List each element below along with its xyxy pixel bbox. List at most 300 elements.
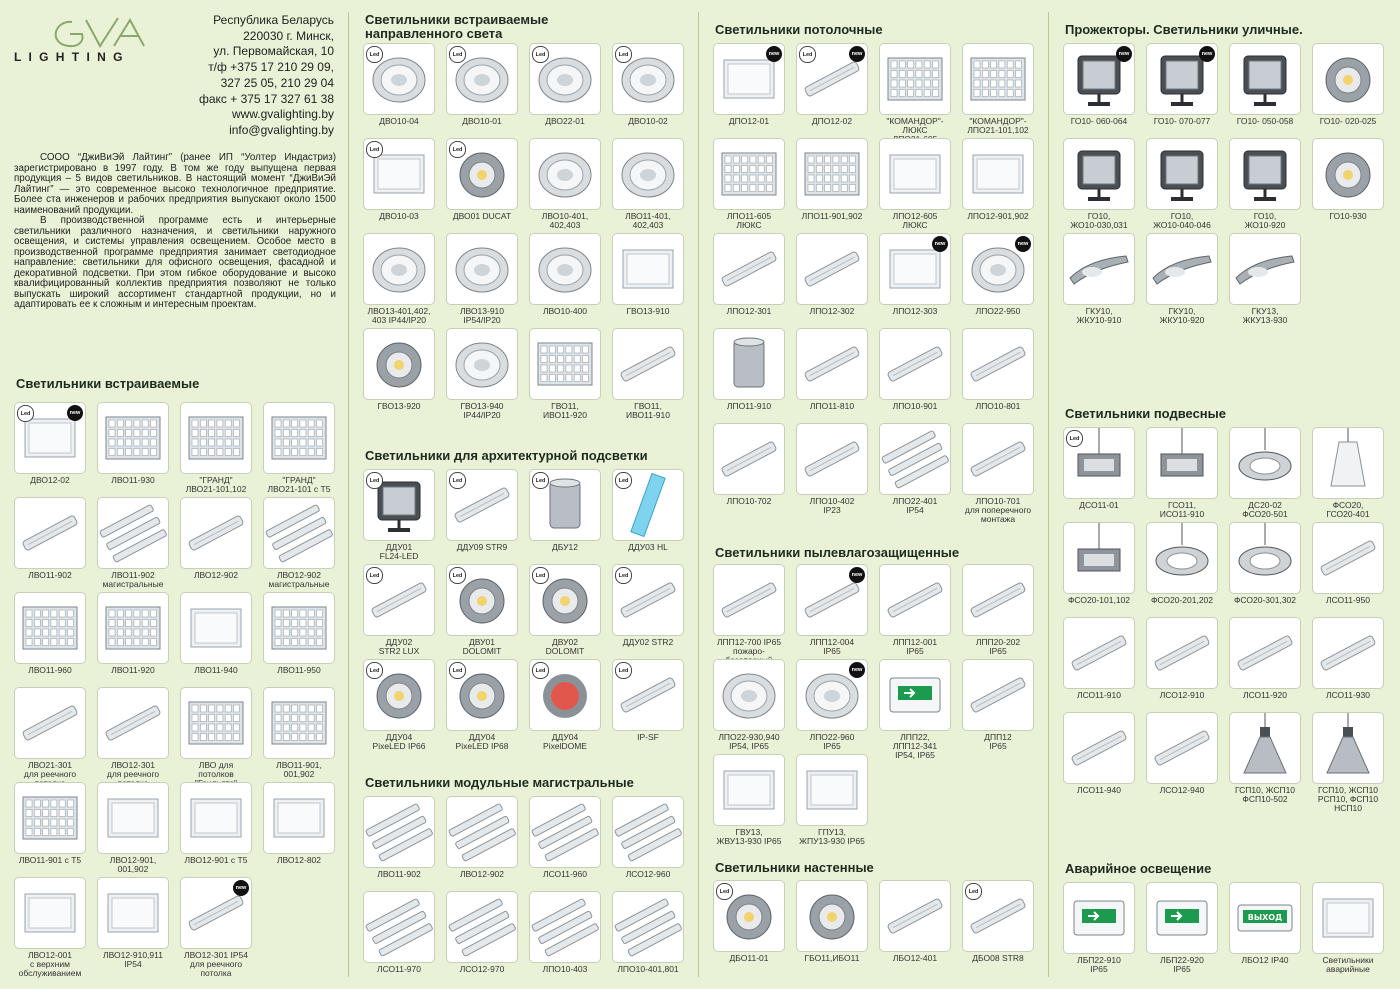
product-label: ГО10- 070-077	[1153, 116, 1211, 126]
product-grid	[713, 564, 1034, 849]
logo-subtitle: L I G H T I N G	[14, 50, 125, 64]
product-card[interactable]	[14, 402, 86, 497]
product-image	[529, 891, 601, 963]
product-image	[612, 796, 684, 868]
product-card[interactable]	[529, 43, 601, 138]
product-card[interactable]	[1229, 712, 1301, 807]
product-image	[1229, 138, 1301, 210]
product-image	[1312, 427, 1384, 499]
product-card[interactable]	[529, 659, 601, 754]
product-label: ЛВО11-901 с Т5	[18, 855, 82, 865]
gva-lighting-logo	[14, 14, 184, 74]
new-badge: new	[932, 236, 948, 252]
product-label: ЛСО12-960	[625, 869, 671, 879]
product-grid	[1063, 882, 1384, 977]
section-title: Светильники пылевлагозащищенные	[715, 545, 960, 560]
product-image	[1146, 882, 1218, 954]
product-card[interactable]	[446, 564, 518, 659]
product-image	[14, 877, 86, 949]
product-image	[363, 659, 435, 731]
product-label: ЛПО12-301	[726, 306, 772, 316]
product-image	[446, 659, 518, 731]
product-image	[713, 564, 785, 636]
product-card[interactable]	[14, 592, 86, 687]
led-badge: Led	[366, 662, 383, 679]
product-card[interactable]	[1146, 43, 1218, 138]
product-card[interactable]	[879, 659, 951, 760]
product-image	[1312, 882, 1384, 954]
product-card[interactable]	[962, 233, 1034, 328]
product-image	[879, 328, 951, 400]
product-label: ЛВО13-910 IP54/IP20	[459, 306, 505, 325]
product-label: ЛПО12-901,902	[967, 211, 1029, 221]
product-card[interactable]	[14, 877, 86, 978]
product-card[interactable]	[97, 782, 169, 877]
led-badge: Led	[615, 567, 632, 584]
product-card[interactable]	[529, 564, 601, 659]
product-card[interactable]	[1146, 882, 1218, 977]
product-image	[612, 469, 684, 541]
product-image	[1229, 233, 1301, 305]
product-grid	[363, 469, 684, 754]
led-badge: Led	[449, 46, 466, 63]
product-card[interactable]	[97, 877, 169, 972]
product-card[interactable]	[796, 43, 868, 138]
product-card[interactable]	[713, 659, 785, 754]
product-image	[446, 233, 518, 305]
product-label: ГВО13-940 IP44/IP20	[460, 401, 504, 420]
product-card[interactable]	[14, 687, 86, 782]
contact-info	[190, 13, 334, 139]
product-label: ЛБП22-920 IP65	[1160, 955, 1204, 974]
product-card[interactable]	[1229, 522, 1301, 617]
product-image	[1229, 427, 1301, 499]
product-label: ЛСО12-940	[1159, 785, 1205, 795]
product-label: ЛВО12-301 для реечного	[106, 760, 160, 779]
product-image	[180, 402, 252, 474]
product-image	[363, 43, 435, 115]
product-card[interactable]	[363, 891, 435, 986]
product-card[interactable]	[446, 138, 518, 233]
company-description	[14, 153, 336, 311]
product-image	[879, 880, 951, 952]
product-label: ГВО13-920	[377, 401, 421, 411]
product-card[interactable]	[1146, 138, 1218, 233]
product-card[interactable]	[879, 328, 951, 423]
product-card[interactable]	[363, 796, 435, 891]
product-card[interactable]	[446, 43, 518, 138]
product-label: ЛБО12 IP40	[1241, 955, 1289, 965]
product-card[interactable]	[1146, 522, 1218, 617]
product-card[interactable]	[1229, 233, 1301, 328]
product-image	[962, 233, 1034, 305]
product-card[interactable]	[446, 659, 518, 754]
product-label: ЛВО10-400	[542, 306, 588, 316]
product-label: "ГРАНД" ЛВО21-101 с Т5	[267, 475, 331, 494]
section-title: Аварийное освещение	[1065, 861, 1212, 876]
product-image	[529, 564, 601, 636]
product-card[interactable]	[1229, 138, 1301, 233]
product-image	[363, 891, 435, 963]
product-card[interactable]	[529, 796, 601, 891]
product-image	[180, 877, 252, 949]
new-badge: new	[233, 880, 249, 896]
led-badge: Led	[615, 46, 632, 63]
product-card[interactable]	[713, 43, 785, 138]
product-image	[1146, 43, 1218, 115]
product-label: ЛВО12-901, 001,902	[109, 855, 157, 874]
new-badge: new	[766, 46, 782, 62]
product-label: ГО10, ЖО10-030,031	[1070, 211, 1128, 230]
product-card[interactable]	[612, 796, 684, 891]
product-card[interactable]	[1063, 617, 1135, 712]
description-paragraph: СООО “ДжиВиЭй Лайтинг” (ранее ИП “Уолтер Индастриз) зарегистрировано в 1997 году. В том же году выпущена первая продукция – 5 видов светильников. В настоящий момент “ДжиВиЭй Лайтинг” — это современное высоко технологичное предприятие. Более ста инженеров и рабочих предприятия выпускают около 1500 наименований продукции.	[14, 152, 336, 216]
product-card[interactable]	[962, 43, 1034, 138]
product-card[interactable]	[446, 891, 518, 986]
product-label: ДДУ02 STR2	[622, 637, 674, 647]
product-card[interactable]	[796, 328, 868, 423]
product-card[interactable]	[363, 469, 435, 564]
product-image	[879, 233, 951, 305]
product-image	[180, 592, 252, 664]
product-image	[1312, 43, 1384, 115]
product-image	[1063, 617, 1135, 689]
product-card[interactable]	[180, 877, 252, 978]
product-image	[1146, 617, 1218, 689]
product-label: ЛПП22, ЛПП12-341 IP54, IP65	[892, 732, 938, 760]
product-label: ЛВО11-920	[111, 665, 155, 675]
column-divider	[698, 12, 699, 977]
product-label: Светильники аварийные	[1322, 955, 1374, 974]
product-image	[363, 233, 435, 305]
product-card[interactable]	[796, 564, 868, 659]
product-label: ЛБП22-910 IP65	[1077, 955, 1121, 974]
product-card[interactable]	[796, 754, 868, 849]
product-label: ДВУ02 DOLOMIT	[545, 637, 585, 656]
product-label: ДСО11-01	[1079, 500, 1119, 510]
product-image	[1229, 43, 1301, 115]
product-card[interactable]	[713, 328, 785, 423]
product-image	[263, 402, 335, 474]
product-label: ГВО11, ИВО11-910	[626, 401, 670, 420]
product-card[interactable]	[529, 328, 601, 423]
product-image	[529, 469, 601, 541]
product-card[interactable]	[529, 469, 601, 564]
product-card[interactable]	[612, 469, 684, 564]
product-card[interactable]	[363, 43, 435, 138]
product-card[interactable]	[612, 328, 684, 423]
product-card[interactable]	[180, 687, 252, 782]
product-grid	[713, 43, 1034, 524]
product-grid	[14, 402, 335, 978]
product-card[interactable]	[263, 592, 335, 687]
product-image	[1312, 522, 1384, 594]
product-card[interactable]	[879, 564, 951, 659]
product-card[interactable]	[713, 564, 785, 659]
product-card[interactable]	[14, 782, 86, 877]
product-card[interactable]	[1063, 427, 1135, 522]
product-image	[1063, 138, 1135, 210]
product-card[interactable]	[1146, 712, 1218, 807]
product-image	[713, 423, 785, 495]
product-label: ЛВО11-940	[194, 665, 238, 675]
product-image	[713, 233, 785, 305]
product-card[interactable]	[612, 891, 684, 986]
product-label: ДДУ01 FL24-LED	[379, 542, 419, 561]
product-label: ДБУ12	[552, 542, 578, 552]
product-card[interactable]	[612, 138, 684, 233]
product-image	[879, 423, 951, 495]
product-card[interactable]	[263, 402, 335, 497]
product-card[interactable]	[713, 138, 785, 233]
product-card[interactable]	[713, 233, 785, 328]
product-card[interactable]	[1312, 882, 1384, 977]
product-label: ГБО11,ИБО11	[804, 953, 860, 963]
product-image	[1146, 522, 1218, 594]
product-card[interactable]	[263, 782, 335, 877]
led-badge: Led	[449, 662, 466, 679]
product-image	[796, 659, 868, 731]
product-image	[1063, 233, 1135, 305]
product-card[interactable]	[612, 659, 684, 754]
product-card[interactable]	[529, 891, 601, 986]
product-image	[363, 796, 435, 868]
product-label: ГКУ10, ЖКУ10-910	[1076, 306, 1122, 325]
led-badge: Led	[799, 46, 816, 63]
product-card[interactable]	[97, 497, 169, 592]
contact-line: Республика Беларусь	[213, 13, 334, 27]
product-image	[14, 782, 86, 854]
product-card[interactable]	[14, 497, 86, 592]
product-image	[446, 891, 518, 963]
product-image	[796, 880, 868, 952]
section-title: Светильники настенные	[715, 860, 874, 875]
product-card[interactable]	[363, 233, 435, 328]
product-card[interactable]	[796, 880, 868, 975]
product-card[interactable]	[962, 328, 1034, 423]
product-image	[446, 564, 518, 636]
product-card[interactable]	[363, 564, 435, 659]
product-label: ЛВО12-901 с Т5	[184, 855, 248, 865]
product-card[interactable]	[1063, 882, 1135, 977]
product-image	[1063, 427, 1135, 499]
product-image	[446, 43, 518, 115]
product-image	[363, 328, 435, 400]
product-card[interactable]	[97, 592, 169, 687]
product-label: ДВО12-02	[30, 475, 70, 485]
product-card[interactable]	[1229, 617, 1301, 712]
product-card[interactable]	[612, 43, 684, 138]
product-card[interactable]	[796, 233, 868, 328]
product-card[interactable]	[1229, 882, 1301, 977]
product-card[interactable]	[1063, 43, 1135, 138]
product-card[interactable]	[363, 138, 435, 233]
led-badge: Led	[449, 141, 466, 158]
section-title: Светильники встраиваемые	[16, 376, 200, 391]
product-label: ЛПО10-702	[726, 496, 772, 506]
product-label: ЛВО12-301 IP54 для реечного потолка	[184, 950, 248, 978]
led-badge: Led	[366, 472, 383, 489]
product-label: ГСП10, ЖСП10 ФСП10-502	[1234, 785, 1296, 804]
product-label: ЛСО11-940	[1077, 785, 1121, 795]
product-card[interactable]	[879, 233, 951, 328]
product-label: ЛВО11-901, 001,902	[276, 760, 322, 779]
product-card[interactable]	[713, 880, 785, 975]
product-card[interactable]	[446, 328, 518, 423]
product-label: ЛПО12-605 ЛЮКС	[892, 211, 938, 230]
product-card[interactable]	[612, 233, 684, 328]
new-badge: new	[67, 405, 83, 421]
product-card[interactable]	[713, 423, 785, 518]
product-image	[1312, 617, 1384, 689]
product-card[interactable]	[1063, 233, 1135, 328]
product-card[interactable]	[263, 497, 335, 592]
new-badge: new	[1015, 236, 1031, 252]
product-label: ЛПП12-700 IP65 пожаро-	[716, 637, 782, 656]
product-image	[1146, 233, 1218, 305]
product-card[interactable]	[1312, 712, 1384, 813]
product-label: ГСО11, ИСО11-910	[1159, 500, 1205, 519]
product-label: ДПП12 IP65	[984, 732, 1012, 751]
product-image	[1229, 882, 1301, 954]
product-card[interactable]	[263, 687, 335, 782]
contact-line: т/ф +375 17 210 29 09,	[208, 60, 334, 75]
product-label: ГО10- 020-025	[1319, 116, 1377, 126]
product-card[interactable]	[1146, 617, 1218, 712]
product-card[interactable]	[529, 233, 601, 328]
product-card[interactable]	[962, 880, 1034, 975]
product-card[interactable]	[962, 138, 1034, 233]
product-grid	[1063, 43, 1384, 328]
product-label: ДВО10-01	[462, 116, 502, 126]
product-card[interactable]	[713, 754, 785, 849]
product-card[interactable]	[97, 402, 169, 497]
product-card[interactable]	[180, 782, 252, 877]
product-image	[97, 402, 169, 474]
product-label: ЛПО22-950	[975, 306, 1021, 316]
section-title: Светильники потолочные	[715, 22, 883, 37]
product-label: ДДУ03 HL	[628, 542, 668, 552]
section-title: Светильники подвесные	[1065, 406, 1226, 421]
product-image	[879, 138, 951, 210]
product-image	[14, 592, 86, 664]
product-label: ЛВО12-902	[459, 869, 505, 879]
product-image	[962, 564, 1034, 636]
product-label: ЛСО12-970	[459, 964, 505, 974]
product-card[interactable]	[180, 497, 252, 592]
contact-line: 327 25 05, 210 29 04	[220, 75, 334, 90]
product-card[interactable]	[1229, 43, 1301, 138]
product-card[interactable]	[1146, 233, 1218, 328]
product-image	[1146, 427, 1218, 499]
product-label: ДБО08 STR8	[972, 953, 1024, 963]
product-card[interactable]	[962, 564, 1034, 659]
product-card[interactable]	[962, 423, 1034, 524]
product-image	[1312, 712, 1384, 784]
product-card[interactable]	[879, 880, 951, 975]
product-label: ГО10- 060-064	[1070, 116, 1128, 126]
product-card[interactable]	[612, 564, 684, 659]
product-card[interactable]	[796, 138, 868, 233]
led-badge: Led	[366, 567, 383, 584]
column-divider	[348, 12, 349, 977]
product-image	[1229, 522, 1301, 594]
product-label: ДПО12-01	[728, 116, 770, 126]
product-label: ЛПО22-930,940 IP54, IP65	[718, 732, 780, 751]
product-image	[97, 687, 169, 759]
product-image	[263, 592, 335, 664]
product-image	[713, 659, 785, 731]
product-card[interactable]	[180, 402, 252, 497]
product-image	[612, 233, 684, 305]
new-badge: new	[1116, 46, 1132, 62]
product-card[interactable]	[180, 592, 252, 687]
product-image	[796, 43, 868, 115]
product-card[interactable]	[1312, 617, 1384, 712]
product-card[interactable]	[1312, 427, 1384, 522]
product-card[interactable]	[1229, 427, 1301, 522]
contact-line[interactable]: www.gvalighting.by	[231, 107, 334, 122]
product-card[interactable]	[363, 659, 435, 754]
product-image	[446, 469, 518, 541]
product-label: ДДУ04 PixelDOME	[543, 732, 587, 751]
product-label: ГО10- 050-058	[1236, 116, 1294, 126]
product-image	[263, 497, 335, 569]
product-image	[1229, 617, 1301, 689]
product-image	[713, 328, 785, 400]
product-card[interactable]	[879, 138, 951, 233]
product-label: ЛСО11-960	[543, 869, 587, 879]
product-card[interactable]	[446, 233, 518, 328]
product-card[interactable]	[1312, 43, 1384, 138]
product-image	[180, 687, 252, 759]
led-badge: Led	[716, 883, 733, 900]
product-card[interactable]	[962, 659, 1034, 754]
svg-text:ВЫХОД: ВЫХОД	[1247, 913, 1283, 922]
product-card[interactable]	[1063, 522, 1135, 617]
product-card[interactable]	[796, 423, 868, 518]
product-card[interactable]	[879, 423, 951, 518]
product-card[interactable]	[446, 796, 518, 891]
new-badge: new	[849, 46, 865, 62]
led-badge: Led	[965, 883, 982, 900]
product-image	[14, 687, 86, 759]
product-image	[1063, 712, 1135, 784]
product-card[interactable]	[879, 43, 951, 138]
product-label: "КОМАНДОР"- ЛПО21-101,102	[967, 116, 1029, 135]
product-grid	[363, 796, 684, 986]
product-image	[713, 880, 785, 952]
product-card[interactable]	[1063, 138, 1135, 233]
product-image	[612, 328, 684, 400]
description-paragraph: В производственной программе есть и интерьерные светильники различного назначения, и светильники наружного освещения, и системы управления освещением. Особое место в производственной программе предприятия занимает светодиодное направление: светильники для офисного освещения, фасадной и декоративной подсветки. При этом гибкое оборудование и высоко квалифицированный коллектив предприятия позволяют не только выпускать широкий ассортимент стандартной продукции, но и адаптировать ее к сложным и интересным проектам.	[14, 215, 336, 310]
product-image	[180, 782, 252, 854]
product-label: ФСО20-101,102	[1067, 595, 1131, 605]
product-card[interactable]	[97, 687, 169, 782]
product-card[interactable]	[529, 138, 601, 233]
product-label: ЛПО11-901,902	[801, 211, 863, 221]
product-card[interactable]	[1312, 138, 1384, 233]
product-card[interactable]	[363, 328, 435, 423]
product-image	[14, 497, 86, 569]
product-card[interactable]	[1312, 522, 1384, 617]
contact-line[interactable]: info@gvalighting.by	[229, 122, 334, 137]
product-card[interactable]	[1146, 427, 1218, 522]
new-badge: new	[1199, 46, 1215, 62]
product-card[interactable]	[446, 469, 518, 564]
product-card[interactable]	[796, 659, 868, 754]
product-card[interactable]	[1063, 712, 1135, 807]
